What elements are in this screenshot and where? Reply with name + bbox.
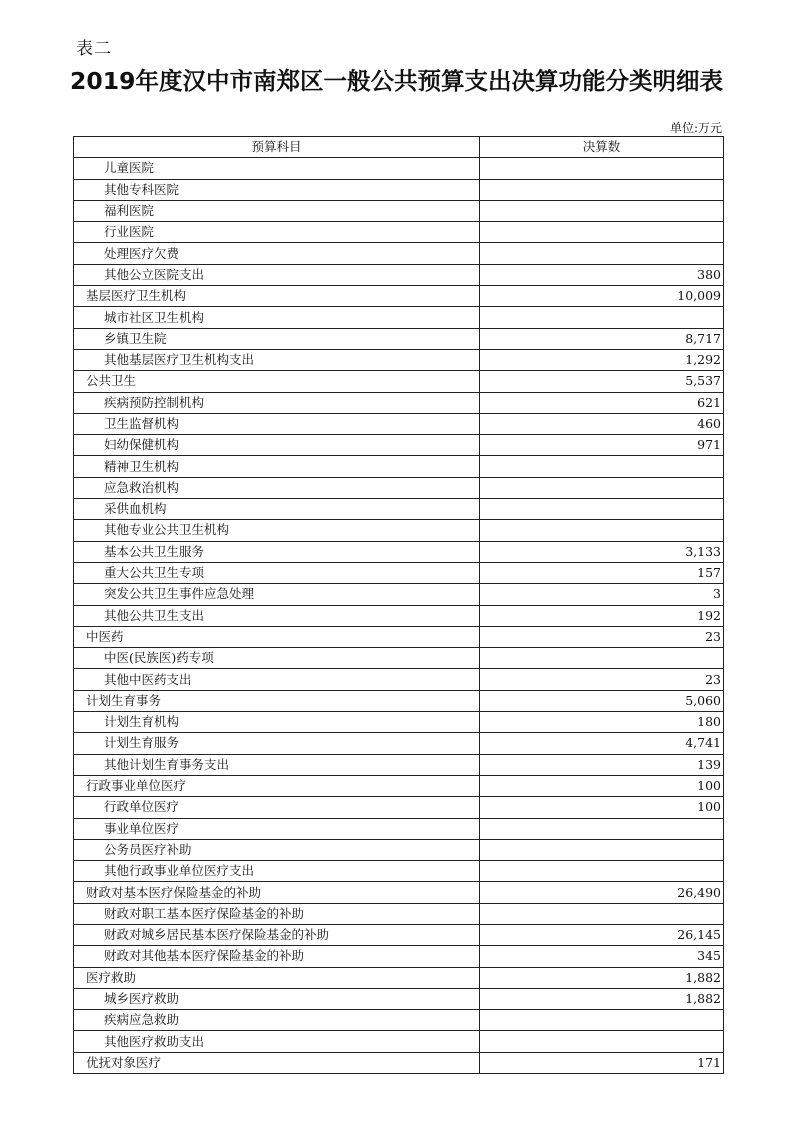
final-amount-cell — [480, 520, 724, 541]
table-row — [74, 754, 724, 775]
final-amount-cell: 139 — [480, 754, 724, 775]
budget-subject-cell: 其他专科医院 — [74, 179, 480, 200]
column-header-subject: 预算科目 — [74, 137, 480, 158]
table-row — [74, 1010, 724, 1031]
budget-subject-cell: 其他基层医疗卫生机构支出 — [74, 349, 480, 370]
budget-subject-cell: 计划生育事务 — [74, 690, 480, 711]
table-row — [74, 541, 724, 562]
budget-subject-cell: 其他专业公共卫生机构 — [74, 520, 480, 541]
final-amount-cell: 100 — [480, 797, 724, 818]
budget-subject-cell: 处理医疗欠费 — [74, 243, 480, 264]
final-amount-cell — [480, 839, 724, 860]
table-row — [74, 924, 724, 945]
final-amount-cell: 345 — [480, 946, 724, 967]
table-row — [74, 946, 724, 967]
budget-subject-cell: 乡镇卫生院 — [74, 328, 480, 349]
final-amount-cell — [480, 861, 724, 882]
table-row — [74, 903, 724, 924]
table-row — [74, 477, 724, 498]
table-row — [74, 435, 724, 456]
final-amount-cell: 171 — [480, 1052, 724, 1073]
unit-label: 单位:万元 — [669, 121, 722, 135]
table-row — [74, 413, 724, 434]
budget-subject-cell: 公务员医疗补助 — [74, 839, 480, 860]
final-amount-cell: 621 — [480, 392, 724, 413]
final-amount-cell: 3,133 — [480, 541, 724, 562]
column-header-amount: 决算数 — [480, 137, 724, 158]
final-amount-cell: 100 — [480, 775, 724, 796]
budget-subject-cell: 行政单位医疗 — [74, 797, 480, 818]
final-amount-cell — [480, 222, 724, 243]
budget-subject-cell: 财政对城乡居民基本医疗保险基金的补助 — [74, 924, 480, 945]
table-row — [74, 456, 724, 477]
budget-subject-cell: 医疗救助 — [74, 967, 480, 988]
budget-subject-cell: 卫生监督机构 — [74, 413, 480, 434]
budget-subject-cell: 行业医院 — [74, 222, 480, 243]
final-amount-cell: 4,741 — [480, 733, 724, 754]
budget-subject-cell: 疾病预防控制机构 — [74, 392, 480, 413]
table-row — [74, 222, 724, 243]
final-amount-cell — [480, 1010, 724, 1031]
table-row — [74, 712, 724, 733]
final-amount-cell: 180 — [480, 712, 724, 733]
final-amount-cell — [480, 1031, 724, 1052]
final-amount-cell: 5,060 — [480, 690, 724, 711]
final-amount-cell: 1,292 — [480, 349, 724, 370]
budget-subject-cell: 其他计划生育事务支出 — [74, 754, 480, 775]
table-row — [74, 158, 724, 179]
final-amount-cell — [480, 648, 724, 669]
budget-subject-cell: 疾病应急救助 — [74, 1010, 480, 1031]
table-row — [74, 669, 724, 690]
table-row — [74, 797, 724, 818]
table-row — [74, 562, 724, 583]
final-amount-cell: 1,882 — [480, 967, 724, 988]
final-amount-cell: 23 — [480, 669, 724, 690]
final-amount-cell — [480, 243, 724, 264]
final-amount-cell: 26,145 — [480, 924, 724, 945]
budget-subject-cell: 其他医疗救助支出 — [74, 1031, 480, 1052]
table-header-row — [74, 137, 724, 158]
table-row — [74, 328, 724, 349]
table-row — [74, 1052, 724, 1073]
final-amount-cell — [480, 903, 724, 924]
budget-subject-cell: 中医(民族医)药专项 — [74, 648, 480, 669]
table-row — [74, 967, 724, 988]
table-row — [74, 839, 724, 860]
budget-subject-cell: 基本公共卫生服务 — [74, 541, 480, 562]
budget-subject-cell: 计划生育服务 — [74, 733, 480, 754]
table-row — [74, 1031, 724, 1052]
budget-subject-cell: 福利医院 — [74, 200, 480, 221]
final-amount-cell: 1,882 — [480, 988, 724, 1009]
table-row — [74, 371, 724, 392]
final-amount-cell: 3 — [480, 584, 724, 605]
final-amount-cell: 26,490 — [480, 882, 724, 903]
table-row — [74, 349, 724, 370]
page-title: 2019年度汉中市南郑区一般公共预算支出决算功能分类明细表 — [70, 67, 723, 95]
final-amount-cell: 460 — [480, 413, 724, 434]
budget-subject-cell: 精神卫生机构 — [74, 456, 480, 477]
budget-subject-cell: 优抚对象医疗 — [74, 1052, 480, 1073]
table-row — [74, 648, 724, 669]
budget-subject-cell: 行政事业单位医疗 — [74, 775, 480, 796]
budget-subject-cell: 财政对基本医疗保险基金的补助 — [74, 882, 480, 903]
table-row — [74, 626, 724, 647]
budget-subject-cell: 儿童医院 — [74, 158, 480, 179]
budget-subject-cell: 其他公共卫生支出 — [74, 605, 480, 626]
final-amount-cell: 157 — [480, 562, 724, 583]
final-amount-cell — [480, 200, 724, 221]
budget-subject-cell: 事业单位医疗 — [74, 818, 480, 839]
table-row — [74, 690, 724, 711]
final-amount-cell — [480, 179, 724, 200]
final-amount-cell: 10,009 — [480, 286, 724, 307]
table-row — [74, 818, 724, 839]
budget-subject-cell: 应急救治机构 — [74, 477, 480, 498]
table-row — [74, 775, 724, 796]
budget-subject-cell: 突发公共卫生事件应急处理 — [74, 584, 480, 605]
table-row — [74, 861, 724, 882]
final-amount-cell — [480, 456, 724, 477]
final-amount-cell: 380 — [480, 264, 724, 285]
budget-subject-cell: 中医药 — [74, 626, 480, 647]
table-label: 表二 — [76, 39, 112, 59]
budget-subject-cell: 其他中医药支出 — [74, 669, 480, 690]
budget-subject-cell: 财政对其他基本医疗保险基金的补助 — [74, 946, 480, 967]
table-row — [74, 286, 724, 307]
budget-subject-cell: 采供血机构 — [74, 499, 480, 520]
table-row — [74, 264, 724, 285]
table-row — [74, 733, 724, 754]
budget-subject-cell: 财政对职工基本医疗保险基金的补助 — [74, 903, 480, 924]
final-amount-cell: 192 — [480, 605, 724, 626]
budget-subject-cell: 其他公立医院支出 — [74, 264, 480, 285]
final-amount-cell — [480, 307, 724, 328]
table-row — [74, 307, 724, 328]
table-row — [74, 243, 724, 264]
final-amount-cell — [480, 818, 724, 839]
budget-subject-cell: 其他行政事业单位医疗支出 — [74, 861, 480, 882]
table-row — [74, 392, 724, 413]
table-row — [74, 882, 724, 903]
table-row — [74, 988, 724, 1009]
budget-subject-cell: 城市社区卫生机构 — [74, 307, 480, 328]
table-row — [74, 499, 724, 520]
final-amount-cell — [480, 158, 724, 179]
final-amount-cell: 5,537 — [480, 371, 724, 392]
table-row — [74, 200, 724, 221]
final-amount-cell — [480, 477, 724, 498]
budget-subject-cell: 计划生育机构 — [74, 712, 480, 733]
final-amount-cell: 8,717 — [480, 328, 724, 349]
budget-subject-cell: 重大公共卫生专项 — [74, 562, 480, 583]
budget-subject-cell: 公共卫生 — [74, 371, 480, 392]
final-amount-cell: 23 — [480, 626, 724, 647]
budget-subject-cell: 城乡医疗救助 — [74, 988, 480, 1009]
final-amount-cell: 971 — [480, 435, 724, 456]
table-row — [74, 584, 724, 605]
table-row — [74, 520, 724, 541]
table-row — [74, 179, 724, 200]
budget-subject-cell: 妇幼保健机构 — [74, 435, 480, 456]
expenditure-table — [73, 136, 724, 1074]
budget-subject-cell: 基层医疗卫生机构 — [74, 286, 480, 307]
table-row — [74, 605, 724, 626]
final-amount-cell — [480, 499, 724, 520]
